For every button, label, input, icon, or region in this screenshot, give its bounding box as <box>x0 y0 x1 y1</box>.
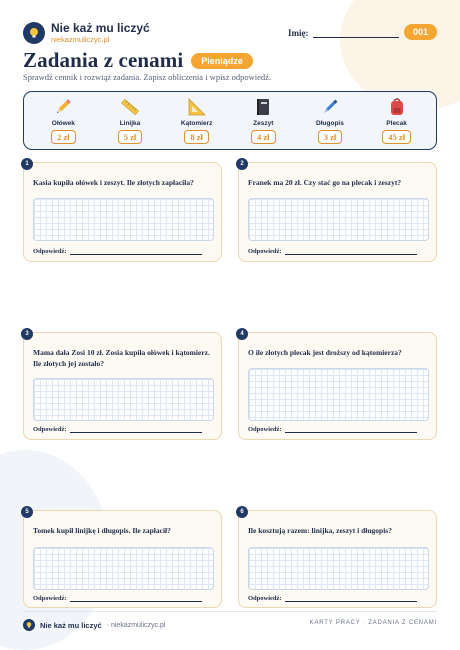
footer-divider <box>23 611 437 612</box>
answer-input-line[interactable] <box>285 248 417 255</box>
instructions: Sprawdź cennik i rozwiąż zadania. Zapisz obliczenia i wpisz odpowiedź. <box>23 72 272 82</box>
answer-label: Odpowiedź: <box>248 595 282 602</box>
name-field[interactable] <box>288 28 399 38</box>
answer-label: Odpowiedź: <box>248 248 282 255</box>
answer-input-line[interactable] <box>70 595 202 602</box>
item-price: 2 zł <box>51 130 76 144</box>
footer-brand-block <box>23 619 165 631</box>
price-item-ruler <box>100 97 160 144</box>
calculation-grid[interactable] <box>248 547 429 590</box>
backpack-icon <box>387 97 407 117</box>
task-question: Ile kosztują razem: linijka, zeszyt i długopis? <box>248 526 392 535</box>
answer-row <box>248 595 417 602</box>
item-price: 45 zł <box>382 130 411 144</box>
task-card-3 <box>23 332 222 440</box>
item-price: 5 zł <box>118 130 143 144</box>
price-item-pen <box>300 97 360 144</box>
task-number: 6 <box>236 506 248 518</box>
task-number: 4 <box>236 328 248 340</box>
item-price: 8 zł <box>184 130 209 144</box>
answer-row <box>248 248 417 255</box>
answer-input-line[interactable] <box>285 426 417 433</box>
price-item-backpack <box>367 97 427 144</box>
lightbulb-logo-icon <box>23 619 35 631</box>
task-number: 2 <box>236 158 248 170</box>
price-list <box>23 91 437 150</box>
brand-name: Nie każ mu liczyć <box>51 21 150 35</box>
task-question: O ile złotych plecak jest droższy od kątomierza? <box>248 348 402 357</box>
item-name: Linijka <box>119 120 141 127</box>
brand-url: niekazmuliczyc.pl <box>51 35 110 44</box>
pencil-icon <box>53 97 73 117</box>
footer-brand-name: Nie każ mu liczyć <box>40 620 102 630</box>
price-item-protractor <box>167 97 227 144</box>
price-item-notebook <box>233 97 293 144</box>
task-question: Mama dała Zosi 10 zł. Zosia kupiła ołówek i kątomierz. Ile złotych jej zostało? <box>33 348 210 368</box>
answer-input-line[interactable] <box>70 426 202 433</box>
answer-label: Odpowiedź: <box>248 426 282 433</box>
calculation-grid[interactable] <box>33 378 214 421</box>
task-card-6 <box>238 510 437 608</box>
item-price: 4 zł <box>251 130 276 144</box>
ruler-icon <box>120 97 140 117</box>
answer-label: Odpowiedź: <box>33 595 67 602</box>
footer-series-label: KARTY PRACY · ZADANIA Z CENAMI <box>309 620 437 626</box>
task-number: 1 <box>21 158 33 170</box>
calculation-grid[interactable] <box>248 198 429 241</box>
price-item-pencil <box>33 97 93 144</box>
item-name: Plecak <box>386 120 407 127</box>
item-name: Kątomierz <box>180 120 213 127</box>
answer-row <box>33 426 202 433</box>
footer-url: · niekazmuliczyc.pl <box>106 621 166 629</box>
title-row <box>23 48 253 73</box>
calculation-grid[interactable] <box>33 547 214 590</box>
task-card-5 <box>23 510 222 608</box>
item-price: 3 zł <box>318 130 343 144</box>
name-label: Imię: <box>288 28 309 38</box>
answer-label: Odpowiedź: <box>33 426 67 433</box>
task-card-2 <box>238 162 437 262</box>
task-question: Franek ma 20 zł. Czy stać go na plecak i zeszyt? <box>248 178 402 187</box>
answer-input-line[interactable] <box>70 248 202 255</box>
item-name: Ołówek <box>51 120 75 127</box>
brand-header <box>23 22 150 44</box>
task-number: 5 <box>21 506 33 518</box>
calculation-grid[interactable] <box>248 368 429 421</box>
pen-icon <box>320 97 340 117</box>
topic-badge: Pieniądze <box>191 53 253 69</box>
answer-row <box>248 426 417 433</box>
answer-input-line[interactable] <box>285 595 417 602</box>
name-input-line[interactable] <box>313 28 399 38</box>
calculation-grid[interactable] <box>33 198 214 241</box>
task-card-4 <box>238 332 437 440</box>
page-title: Zadania z cenami <box>23 48 184 72</box>
item-name: Długopis <box>316 120 344 127</box>
sheet-number-badge: 001 <box>404 24 437 40</box>
lightbulb-logo-icon <box>23 22 45 44</box>
task-card-1 <box>23 162 222 262</box>
triangle-ruler-icon <box>187 97 207 117</box>
answer-row <box>33 595 202 602</box>
task-question: Tomek kupił linijkę i długopis. Ile zapłacił? <box>33 526 171 535</box>
task-number: 3 <box>21 328 33 340</box>
task-question: Kasia kupiła ołówek i zeszyt. Ile złotych zapłaciła? <box>33 178 194 187</box>
answer-label: Odpowiedź: <box>33 248 67 255</box>
item-name: Zeszyt <box>253 120 274 127</box>
answer-row <box>33 248 202 255</box>
notebook-icon <box>253 97 273 117</box>
